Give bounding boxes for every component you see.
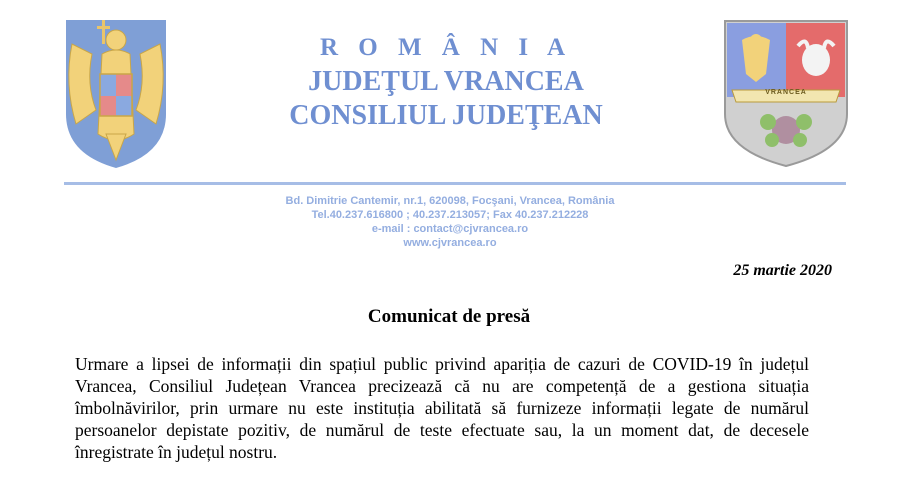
contact-address: Bd. Dimitrie Cantemir, nr.1, 620098, Focşani, Vrancea, România: [285, 195, 615, 207]
document-date: 25 martie 2020: [733, 262, 832, 279]
romania-coat-of-arms-icon: [62, 14, 170, 170]
contact-phones: Tel.40.237.616800 ; 40.237.213057; Fax 40.237.212228: [311, 209, 589, 221]
document-title: Comunicat de presă: [367, 306, 531, 327]
crest-banner-text: VRANCEA: [765, 89, 807, 96]
header-county: JUDEŢUL VRANCEA: [308, 66, 584, 97]
contact-email[interactable]: e-mail : contact@cjvrancea.ro: [371, 223, 529, 235]
contact-website[interactable]: www.cjvrancea.ro: [403, 237, 497, 249]
document-body: Urmare a lipsei de informații din spațiul public privind apariția de cazuri de COVID-19 în județul Vrancea, Consiliul Județean Vrancea precizează că nu are competență de a gestiona situația îmbolnăvirilor, prin urmare nu este instituția abilitată să furnizeze informații legate de numărul persoanelor depistate pozitiv, de numărul de teste efectuate sau, la un moment dat, de decesele înregistrate în județul nostru.: [75, 354, 809, 462]
header-divider: [64, 182, 846, 185]
header-council: CONSILIUL JUDEŢEAN: [289, 100, 603, 131]
header-country: R O M Â N I A: [319, 34, 573, 61]
